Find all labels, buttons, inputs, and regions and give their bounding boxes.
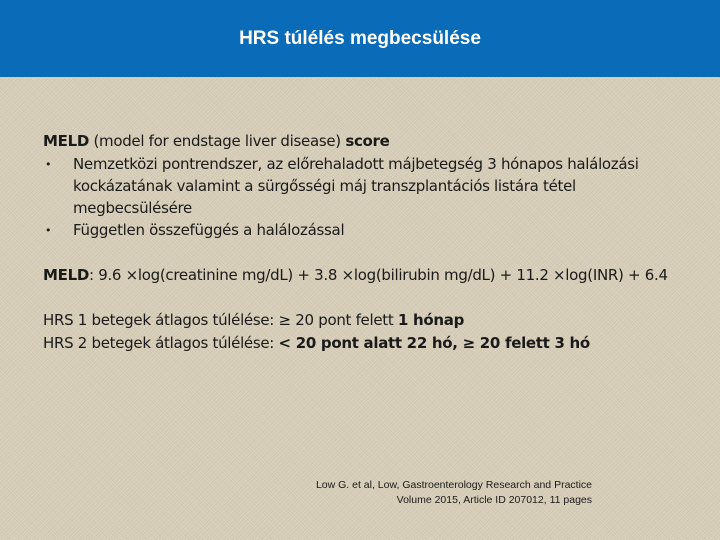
meld-formula bbox=[43, 264, 683, 287]
meld-expansion: (model for endstage liver disease) bbox=[88, 132, 346, 150]
formula-expression: : 9.6 ×log(creatinine mg/dL) + 3.8 ×log(bilirubin mg/dL) + 11.2 ×log(INR) + 6.4 bbox=[88, 266, 668, 284]
bullet-item bbox=[43, 219, 683, 242]
bullet-text: Nemzetközi pontrendszer, az előrehaladott májbetegség 3 hónapos halálozási kockázatának valamint a sürgősségi máj transzplantációs listára tétel megbecsülésére bbox=[73, 155, 639, 217]
formula-term: MELD bbox=[43, 266, 89, 284]
citation-line-1: Low G. et al, Low, Gastroenterology Research and Practice bbox=[315, 479, 592, 491]
slide-content bbox=[43, 130, 683, 355]
bullet-text: Független összefüggés a halálozással bbox=[73, 221, 345, 239]
hrs2-survival bbox=[43, 332, 683, 355]
meld-term: MELD bbox=[43, 132, 89, 150]
bullet-icon: • bbox=[45, 158, 52, 171]
citation-line-2: Volume 2015, Article ID 207012, 11 pages bbox=[396, 494, 592, 506]
hrs2-prefix: HRS 2 betegek átlagos túlélése: bbox=[43, 334, 279, 352]
citation bbox=[316, 478, 592, 508]
hrs1-survival bbox=[43, 309, 683, 332]
hrs1-duration: 1 hónap bbox=[397, 311, 465, 329]
hrs1-prefix: HRS 1 betegek átlagos túlélése: ≥ 20 pont felett bbox=[43, 311, 398, 329]
slide-title: HRS túlélés megbecsülése bbox=[239, 27, 481, 49]
bullet-icon: • bbox=[45, 224, 52, 237]
hrs2-duration: < 20 pont alatt 22 hó, ≥ 20 felett 3 hó bbox=[278, 334, 590, 352]
bullet-item bbox=[43, 153, 683, 219]
title-bar bbox=[0, 0, 720, 77]
meld-definition bbox=[43, 130, 683, 153]
meld-score-word: score bbox=[345, 132, 390, 150]
